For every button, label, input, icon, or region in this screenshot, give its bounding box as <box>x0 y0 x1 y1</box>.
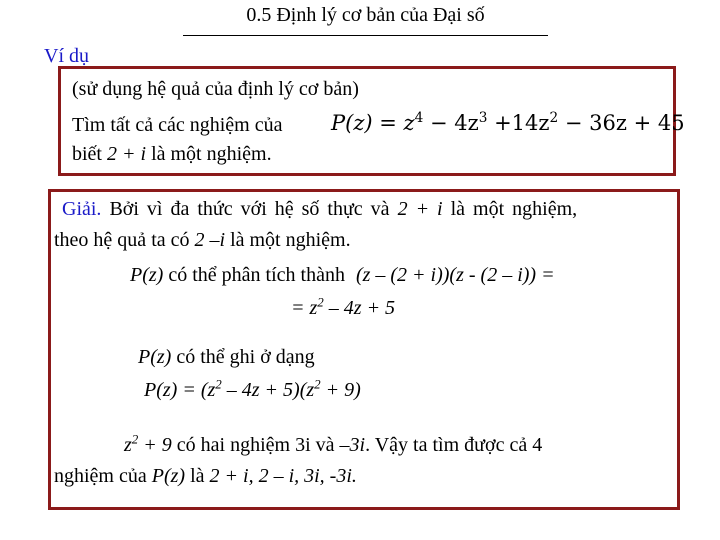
solution-p1-root: 2 + i <box>397 198 443 220</box>
solution-p6-exp2: 2 <box>314 376 321 392</box>
solution-p7-neg: –3i <box>339 434 366 456</box>
solution-p1a: Bởi vì đa thức với hệ số thực và <box>109 198 390 220</box>
solution-line-8 <box>54 465 357 488</box>
line3-root: 2 + i <box>107 143 147 165</box>
title-underline <box>183 35 548 36</box>
solution-p8-pz: P(z) <box>151 465 186 487</box>
solution-line-3 <box>130 264 555 287</box>
formula-term-1: z <box>403 111 415 135</box>
solution-p4-exp: 2 <box>317 294 324 310</box>
solution-p8-text2: là <box>190 465 205 487</box>
example-line-2: Tìm tất cả các nghiệm của <box>72 114 283 136</box>
solution-p4-a: = z <box>291 297 318 319</box>
line3-suffix: là một nghiệm. <box>151 143 272 165</box>
solution-p6-c: + 9) <box>325 379 361 401</box>
solution-p7-text2: . Vậy ta tìm được cả 4 <box>365 434 543 456</box>
solution-p2-root: 2 –i <box>194 229 226 251</box>
polynomial-formula <box>331 111 685 135</box>
solution-label: Giải. <box>62 198 102 220</box>
example-label: Ví dụ <box>44 45 89 67</box>
solution-p2b: là một nghiệm. <box>230 229 351 251</box>
solution-line-1 <box>62 198 577 221</box>
solution-p8-roots: 2 + i, 2 – i, 3i, -3i. <box>209 465 357 487</box>
solution-p8-text: nghiệm của <box>54 465 147 487</box>
solution-line-5 <box>138 346 315 369</box>
solution-p7-text: có hai nghiệm 3i và <box>176 434 335 456</box>
example-line-3 <box>72 143 272 166</box>
solution-line-7 <box>124 431 543 457</box>
solution-p7-b: + 9 <box>143 434 172 456</box>
formula-exp-1: 4 <box>414 110 424 126</box>
solution-p7-exp: 2 <box>131 431 139 447</box>
line3-prefix: biết <box>72 143 102 165</box>
solution-p2a: theo hệ quả ta có <box>54 229 190 251</box>
solution-p6-b: – 4z + 5)(z <box>226 379 315 401</box>
formula-term-4: − 36z + 45 <box>564 111 685 135</box>
solution-p7-a: z <box>124 434 132 456</box>
example-line-1: (sử dụng hệ quả của định lý cơ bản) <box>72 78 359 100</box>
solution-p1b: là một nghiệm, <box>450 198 578 220</box>
formula-exp-3: 2 <box>549 110 559 126</box>
solution-p6-exp1: 2 <box>215 376 222 392</box>
solution-p3-expr: (z – (2 + i))(z - (2 – i)) = <box>355 264 555 286</box>
formula-exp-2: 3 <box>478 110 488 126</box>
solution-line-2 <box>54 229 351 252</box>
formula-term-3: +14z <box>494 111 550 135</box>
solution-line-4 <box>291 294 396 320</box>
solution-p3-pz: P(z) <box>130 264 164 286</box>
formula-lhs: P(z) = <box>331 111 397 135</box>
solution-p3-text: có thể phân tích thành <box>168 264 345 286</box>
solution-line-6 <box>144 376 361 402</box>
solution-p6-a: P(z) = (z <box>144 379 216 401</box>
formula-term-2: − 4z <box>430 111 479 135</box>
solution-p5-text: có thể ghi ở dạng <box>176 346 315 368</box>
page-title: 0.5 Định lý cơ bản của Đại số <box>246 4 485 26</box>
solution-p5-pz: P(z) <box>138 346 172 368</box>
solution-p4-b: – 4z + 5 <box>328 297 396 319</box>
